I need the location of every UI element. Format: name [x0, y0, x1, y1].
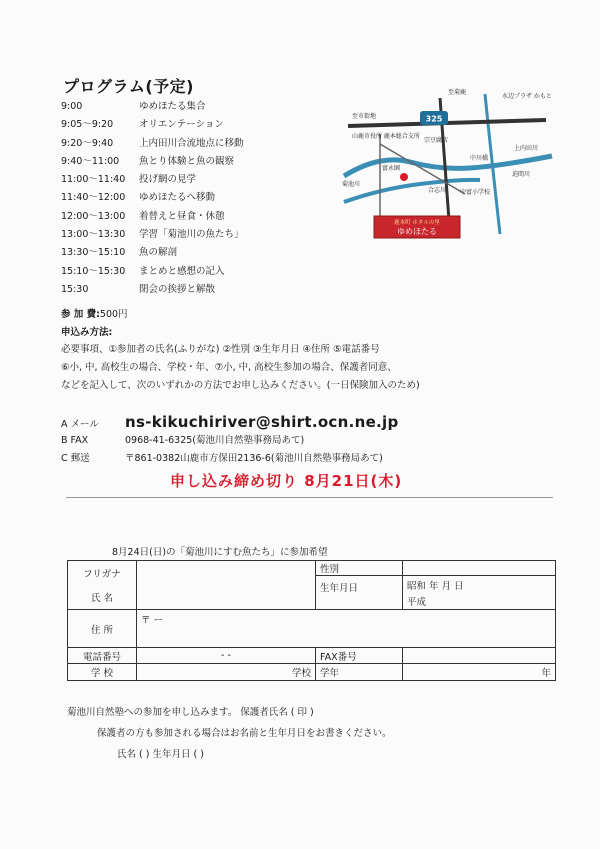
schedule-row: 9:05〜9:20 オリエンテーション	[61, 119, 224, 131]
school-label: 学 校	[68, 664, 137, 681]
map-label: 水辺プラザ かもと	[502, 93, 552, 100]
schedule-row: 9:00 ゆめほたる集合	[61, 101, 206, 112]
signboard-top: 鹿本町 ホタルの里	[394, 220, 440, 226]
map-label: 上内田川	[514, 145, 539, 152]
name-label-cell: フリガナ 氏 名	[68, 561, 137, 610]
schedule-list	[61, 98, 244, 299]
fee-line: 参 加 費:500円	[61, 309, 128, 320]
map-label: 合志川	[428, 187, 447, 194]
birthdate-label: 生年月日	[316, 576, 403, 610]
grade-label: 学年	[316, 664, 403, 681]
application-form	[67, 560, 556, 681]
form-header: 8月24日(日)の「菊池川にすむ魚たち」に参加希望	[112, 547, 328, 558]
map-label: 山鹿市役所 鹿本総合支所	[352, 133, 420, 140]
schedule-row: 9:40〜11:00 魚とり体験と魚の観察	[61, 155, 235, 167]
map-label: 中富小学校	[460, 189, 491, 196]
divider	[66, 497, 553, 498]
requirements-text: 必要事項、①参加者の氏名(ふりがな) ②性別 ③生年月日 ④住所 ⑤電話番号 ⑥小, 中, 高校生の場合、学校・年、⑦小, 中, 高校生参加の場合、保護者同意、 などを記入して、次のいずれかの方法でお申し込みください。(一日保険加入のため)	[61, 344, 420, 391]
address-input[interactable]: 〒 ー	[137, 610, 556, 648]
howto-label: 申込み方法:	[61, 327, 113, 338]
schedule-row: 15:30 閉会の挨拶と解散	[61, 283, 216, 295]
gender-label: 性別	[316, 561, 403, 576]
map-label: 菊池川	[342, 181, 361, 188]
schedule-row: 11:00〜11:40 投げ網の見学	[61, 174, 197, 186]
grade-input[interactable]: 年	[403, 664, 556, 681]
address-label: 住 所	[68, 610, 137, 648]
apply-text: 菊池川自然塾への参加を申し込みます。 保護者氏名 ( 印 ) 保護者の方も参加される場合はお名前と生年月日をお書きください。 氏名 ( ) 生年月日 ( )	[67, 707, 392, 760]
heisei-text: 平成	[403, 594, 556, 610]
schedule-row: 13:30〜15:10 魚の解剖	[61, 247, 178, 259]
map-label: 中川橋	[470, 155, 489, 162]
map-label: 至市街地	[352, 113, 377, 120]
schedule-row: 15:10〜15:30 まとめと感想の記入	[61, 265, 225, 277]
program-title: プログラム(予定)	[63, 77, 194, 96]
fax-label: FAX番号	[316, 648, 403, 664]
schedule-row: 12:00〜13:00 着替えと昼食・休憩	[61, 210, 225, 222]
fax-input[interactable]	[403, 648, 556, 664]
school-input[interactable]: 学校	[137, 664, 316, 681]
gender-input[interactable]	[403, 561, 556, 576]
map-label: 迫間川	[512, 171, 531, 178]
phone-input[interactable]: - -	[137, 648, 316, 664]
map-label: 至菊鹿	[448, 89, 467, 96]
deadline-text: 申し込み締め切り 8月21日(木)	[170, 472, 403, 490]
schedule-row: 13:00〜13:30 学習「菊池川の魚たち」	[61, 229, 244, 241]
map-label: 宗豆腐店	[424, 137, 449, 144]
schedule-row: 11:40〜12:00 ゆめほたるへ移動	[61, 192, 216, 204]
email-address[interactable]: ns-kikuchiriver@shirt.ocn.ne.jp	[125, 413, 399, 431]
signboard-name: ゆめほたる	[397, 227, 437, 236]
name-input[interactable]	[137, 561, 316, 610]
access-map	[340, 84, 554, 243]
post-contact: C 郵送 〒861-0382山鹿市方保田2136-6(菊池川自然塾事務局あて)	[61, 453, 383, 464]
fax-contact: B FAX 0968-41-6325(菊池川自然塾事務局あて)	[61, 435, 305, 446]
schedule-row: 9:20〜9:40 上内田川合流地点に移動	[61, 137, 244, 149]
map-label: 富永園	[382, 165, 401, 172]
email-contact: A メール ns-kikuchiriver@shirt.ocn.ne.jp	[61, 413, 399, 431]
birthdate-input[interactable]: 昭和 年 月 日	[403, 576, 556, 594]
route-label: 325	[425, 114, 443, 124]
phone-label: 電話番号	[68, 648, 137, 664]
